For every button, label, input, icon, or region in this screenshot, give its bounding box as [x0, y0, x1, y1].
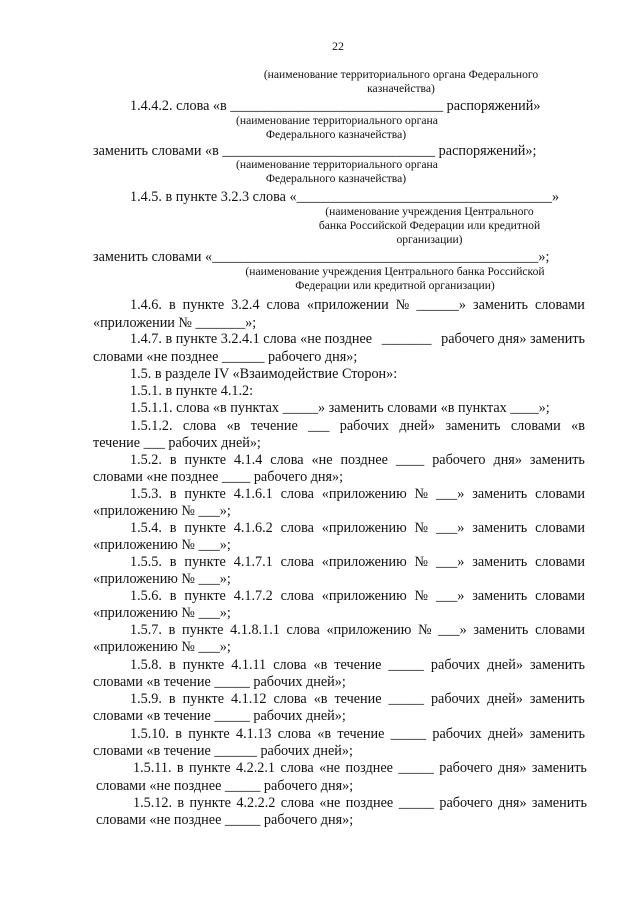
word: 4.1.12: [231, 691, 267, 707]
word: ___: [308, 418, 330, 434]
paragraph-line-justified: [130, 486, 585, 503]
word: в: [168, 657, 176, 673]
word: слова: [280, 760, 314, 776]
word: течение: [334, 691, 382, 707]
word: 1.5.1.2.: [130, 418, 173, 434]
paragraph-line-justified: [130, 726, 585, 743]
word: «не: [311, 452, 333, 468]
word: заменить: [529, 691, 585, 707]
word: 1.4.7. в пункте 3.2.4.1 слова «не позднее: [130, 331, 373, 347]
word: 1.5.2.: [130, 452, 162, 468]
paragraph-line: словами «не позднее ____ рабочего дня»;: [93, 469, 344, 485]
word: заменить: [472, 486, 528, 502]
word: «в: [313, 657, 328, 673]
word: ___»: [438, 622, 467, 638]
word: пункте: [184, 588, 226, 604]
word: _____: [388, 691, 424, 707]
word: 1.5.10.: [130, 726, 170, 742]
word: 1.5.12.: [133, 795, 173, 811]
word: в: [168, 622, 176, 638]
word: слова: [280, 588, 314, 604]
word: 1.5.8.: [130, 657, 162, 673]
paragraph-line: «приложению № ___»;: [93, 503, 231, 519]
paragraph-line: «приложению № ___»;: [93, 639, 231, 655]
word: словами: [510, 418, 561, 434]
word: заменить: [472, 520, 528, 536]
word: «в: [226, 418, 241, 434]
word: заменить: [472, 554, 528, 570]
word: пункте: [184, 520, 226, 536]
word: «в: [313, 691, 328, 707]
word: рабочего: [439, 760, 493, 776]
word: слова: [270, 452, 304, 468]
word: пункте: [182, 657, 225, 673]
paragraph-line-justified: [130, 554, 585, 571]
word: в: [169, 554, 177, 570]
word: «не: [319, 795, 341, 811]
paragraph-line: течение ___ рабочих дней»;: [93, 435, 261, 451]
word: в: [177, 795, 185, 811]
word: _____: [390, 726, 427, 742]
paragraph-line-justified: [130, 452, 585, 469]
paragraph-line: словами «не позднее _____ рабочего дня»;: [96, 778, 354, 794]
paragraph-line-justified: [130, 691, 585, 708]
word: «приложению: [326, 622, 412, 638]
paragraph-line: 1.4.4.2. слова «в ______________________________ распоряжений»: [130, 98, 541, 114]
word: словами: [535, 297, 585, 313]
word: ____: [395, 452, 425, 468]
word: 4.2.2.2: [236, 795, 276, 811]
word: №: [395, 297, 410, 313]
word: течение: [250, 418, 298, 434]
word: 3.2.4: [231, 297, 260, 313]
caption-line: Федерального казначейства): [265, 172, 407, 185]
word: рабочих: [432, 726, 482, 742]
word: _____: [398, 795, 435, 811]
paragraph-line-justified: [130, 520, 585, 537]
word: 4.1.4: [233, 452, 263, 468]
caption-line: организации): [396, 233, 463, 246]
paragraph-line-justified: [130, 418, 585, 435]
word: слова: [273, 691, 307, 707]
word: «приложению: [321, 588, 407, 604]
word: словами: [535, 520, 585, 536]
word: пункте: [184, 452, 227, 468]
caption-line: (наименование территориального органа: [236, 114, 438, 127]
word: пункте: [182, 622, 224, 638]
word: слова: [277, 726, 312, 742]
paragraph-line: заменить словами «______________________________________________»;: [93, 249, 550, 265]
page-number: 22: [332, 39, 344, 53]
word: «приложении: [306, 297, 389, 313]
word: заменить: [529, 657, 585, 673]
word: _____: [388, 657, 424, 673]
word: течение: [337, 726, 385, 742]
word: ___»: [435, 486, 465, 502]
word: 1.5.5.: [130, 554, 162, 570]
paragraph-line-justified: [130, 297, 585, 314]
word: в: [169, 588, 177, 604]
word: _____: [398, 760, 434, 776]
word: рабочих: [430, 657, 481, 673]
caption-line: Федерального казначейства): [265, 128, 407, 141]
caption-line: Федерации или кредитной организации): [295, 279, 495, 292]
paragraph-line-justified: [130, 588, 585, 605]
word: рабочего: [432, 452, 486, 468]
word: ___»: [435, 588, 465, 604]
paragraph-line: словами «в течение _____ рабочих дней»;: [93, 708, 346, 724]
paragraph-line-justified: [130, 622, 585, 639]
word: дня»: [498, 795, 527, 811]
word: пункте: [189, 760, 231, 776]
word: пункте: [189, 795, 231, 811]
word: ___»: [435, 520, 465, 536]
word: 4.1.8.1.1: [230, 622, 280, 638]
paragraph-line: 1.5.1.1. слова «в пунктах _____» заменить словами «в пунктах ____»;: [130, 400, 550, 416]
word: «приложению: [321, 486, 407, 502]
word: 1.5.3.: [130, 486, 162, 502]
word: 1.4.6.: [130, 297, 162, 313]
word: заменить: [529, 452, 585, 468]
word: заменить: [529, 726, 585, 742]
word: №: [414, 486, 429, 502]
paragraph-line: заменить словами «в ______________________________ распоряжений»;: [93, 143, 537, 159]
word: в: [169, 486, 177, 502]
caption-line: банка Российской Федерации или кредитной: [318, 219, 541, 232]
word: 4.1.7.2: [233, 588, 273, 604]
word: 1.5.4.: [130, 520, 162, 536]
word: дней»: [487, 691, 523, 707]
word: в: [168, 297, 176, 313]
word: заменить: [531, 795, 587, 811]
caption-line: (наименование учреждения Центрального: [325, 205, 534, 218]
word: слова: [280, 795, 314, 811]
word: в: [169, 452, 177, 468]
word: слова: [280, 520, 314, 536]
word: заменить: [531, 760, 587, 776]
word: в: [169, 520, 177, 536]
word: дней»: [399, 418, 436, 434]
word: пункте: [182, 691, 225, 707]
paragraph-line: «приложению № ___»;: [93, 537, 231, 553]
word: 1.5.11.: [133, 760, 172, 776]
word: словами: [535, 588, 585, 604]
paragraph-line: «приложению № ___»;: [93, 571, 231, 587]
word: «в: [317, 726, 332, 742]
paragraph-line-justified: [130, 657, 585, 674]
paragraph-line: 1.5.1. в пункте 4.1.2:: [130, 383, 254, 399]
word: _______: [381, 331, 432, 347]
word: 1.5.9.: [130, 691, 162, 707]
word: 4.2.2.1: [235, 760, 275, 776]
word: пункте: [188, 726, 230, 742]
word: позднее: [345, 760, 393, 776]
word: слова: [273, 657, 307, 673]
word: в: [176, 760, 184, 776]
word: 4.1.13: [236, 726, 272, 742]
paragraph-line: словами «в течение _____ рабочих дней»;: [93, 674, 346, 690]
word: дня»: [493, 452, 522, 468]
paragraph-line-justified: [133, 760, 587, 777]
word: рабочих: [430, 691, 481, 707]
word: слова: [286, 622, 320, 638]
word: рабочего дня» заменить: [441, 331, 585, 347]
paragraph-line: «приложении № _______»;: [93, 315, 257, 331]
paragraph-line: 1.4.5. в пункте 3.2.3 слова «____________________________________»: [130, 189, 560, 205]
word: 4.1.11: [231, 657, 267, 673]
word: пункте: [182, 297, 225, 313]
word: словами: [535, 554, 585, 570]
word: заменить: [445, 418, 501, 434]
word: ___»: [435, 554, 465, 570]
caption-line: (наименование территориального органа: [236, 158, 438, 171]
paragraph-line: словами «не позднее ______ рабочего дня»;: [93, 349, 358, 365]
word: словами: [535, 486, 585, 502]
word: позднее: [340, 452, 388, 468]
word: «не: [319, 760, 341, 776]
word: №: [414, 520, 429, 536]
word: в: [175, 726, 182, 742]
word: 4.1.6.1: [233, 486, 273, 502]
word: слова: [280, 486, 314, 502]
word: пункте: [184, 554, 226, 570]
word: заменить: [472, 297, 529, 313]
paragraph-line: словами «не позднее _____ рабочего дня»;: [96, 812, 354, 828]
word: в: [168, 691, 176, 707]
word: рабочего: [439, 795, 493, 811]
word: пункте: [184, 486, 226, 502]
paragraph-line: словами «в течение ______ рабочих дней»;: [93, 743, 353, 759]
caption-line: (наименование учреждения Центрального банка Российской: [245, 265, 545, 278]
word: 4.1.6.2: [233, 520, 273, 536]
word: 1.5.6.: [130, 588, 162, 604]
caption-line: (наименование территориального органа Федерального: [263, 68, 539, 81]
word: слова: [182, 418, 217, 434]
word: заменить: [472, 588, 528, 604]
word: дней»: [487, 657, 523, 673]
word: №: [418, 622, 432, 638]
word: слова: [266, 297, 300, 313]
word: 4.1.7.1: [233, 554, 273, 570]
word: дней»: [487, 726, 524, 742]
paragraph-line-justified: [130, 331, 585, 348]
word: рабочих: [339, 418, 389, 434]
word: 1.5.7.: [130, 622, 162, 638]
word: №: [414, 588, 429, 604]
word: «приложению: [321, 554, 407, 570]
paragraph-line: «приложению № ___»;: [93, 605, 231, 621]
word: слова: [280, 554, 314, 570]
word: «в: [571, 418, 585, 434]
word: дня»: [498, 760, 527, 776]
caption-line: казначейства): [367, 82, 435, 95]
word: заменить: [473, 622, 529, 638]
word: «приложению: [321, 520, 407, 536]
word: ______»: [416, 297, 466, 313]
word: позднее: [345, 795, 394, 811]
paragraph-line-justified: [133, 795, 587, 812]
paragraph-line: 1.5. в разделе IV «Взаимодействие Сторон»:: [130, 366, 398, 382]
word: словами: [535, 622, 585, 638]
word: №: [414, 554, 429, 570]
word: течение: [334, 657, 382, 673]
